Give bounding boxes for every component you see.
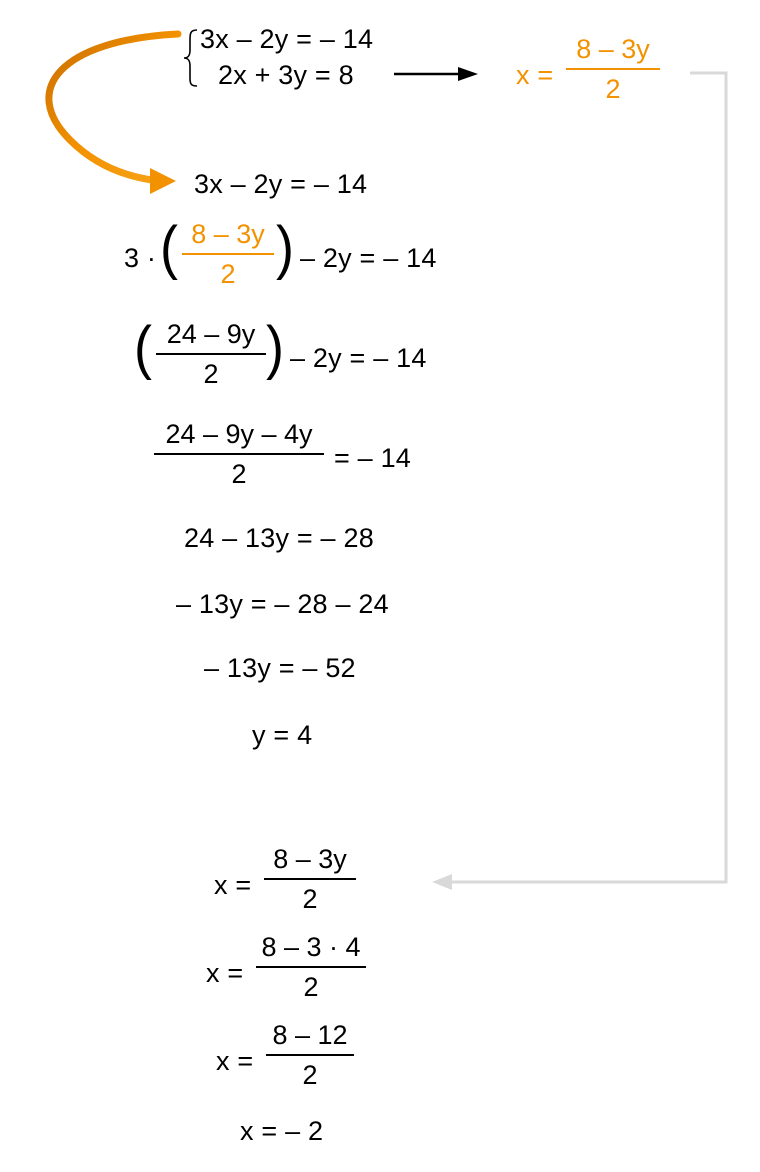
fraction-denominator: 2 xyxy=(303,971,319,1002)
system-equation-1: 3x – 2y = – 14 xyxy=(200,24,374,54)
step-2-fraction xyxy=(182,221,274,288)
fraction-denominator: 2 xyxy=(220,258,236,289)
step-3-fraction xyxy=(156,321,266,388)
isolated-x-lhs: x = xyxy=(516,60,554,90)
step-3-suffix: – 2y = – 14 xyxy=(290,343,427,373)
back-2-lhs: x = xyxy=(206,958,244,988)
fraction-denominator: 2 xyxy=(203,358,219,389)
fraction-denominator: 2 xyxy=(302,883,318,914)
fraction-bar xyxy=(264,878,356,880)
left-paren: ( xyxy=(134,314,152,381)
step-5: 24 – 13y = – 28 xyxy=(184,523,374,553)
fraction-numerator: 8 – 3 · 4 xyxy=(261,932,361,962)
step-8-result-y: y = 4 xyxy=(252,720,313,750)
step-2-suffix: – 2y = – 14 xyxy=(300,243,437,273)
fraction-bar xyxy=(182,253,274,255)
right-paren: ) xyxy=(266,314,284,381)
fraction-numerator: 8 – 3y xyxy=(273,844,347,874)
step-2-prefix: 3 · xyxy=(124,243,157,273)
curved-substitution-arrow-icon xyxy=(49,34,178,194)
left-paren: ( xyxy=(160,214,178,281)
fraction-numerator: 24 – 9y – 4y xyxy=(165,419,313,449)
right-paren: ) xyxy=(276,214,294,281)
fraction-bar xyxy=(266,1054,354,1056)
fraction-bar xyxy=(256,966,366,968)
back-2-fraction xyxy=(256,934,366,1001)
step-1: 3x – 2y = – 14 xyxy=(194,169,368,199)
back-1-fraction xyxy=(264,846,356,913)
back-3-fraction xyxy=(266,1022,354,1089)
fraction-denominator: 2 xyxy=(231,458,247,489)
fraction-denominator: 2 xyxy=(605,73,621,104)
back-1-lhs: x = xyxy=(214,870,252,900)
step-4-fraction xyxy=(154,421,324,488)
system-brace xyxy=(184,30,197,86)
fraction-numerator: 24 – 9y xyxy=(166,319,256,349)
final-result-x: x = – 2 xyxy=(240,1116,324,1146)
step-7: – 13y = – 52 xyxy=(204,653,356,683)
step-6: – 13y = – 28 – 24 xyxy=(176,589,389,619)
fraction-bar xyxy=(566,68,660,70)
right-arrow-icon xyxy=(394,67,478,81)
back-3-lhs: x = xyxy=(216,1046,254,1076)
isolated-x-fraction xyxy=(566,36,660,103)
fraction-denominator: 2 xyxy=(302,1059,318,1090)
system-equation-2: 2x + 3y = 8 xyxy=(218,60,354,90)
fraction-bar xyxy=(156,353,266,355)
return-connector-arrow-icon xyxy=(432,73,726,890)
fraction-numerator: 8 – 3y xyxy=(191,219,265,249)
step-4-suffix: = – 14 xyxy=(334,443,412,473)
fraction-numerator: 8 – 12 xyxy=(272,1020,348,1050)
fraction-bar xyxy=(154,453,324,455)
fraction-numerator: 8 – 3y xyxy=(576,34,650,64)
